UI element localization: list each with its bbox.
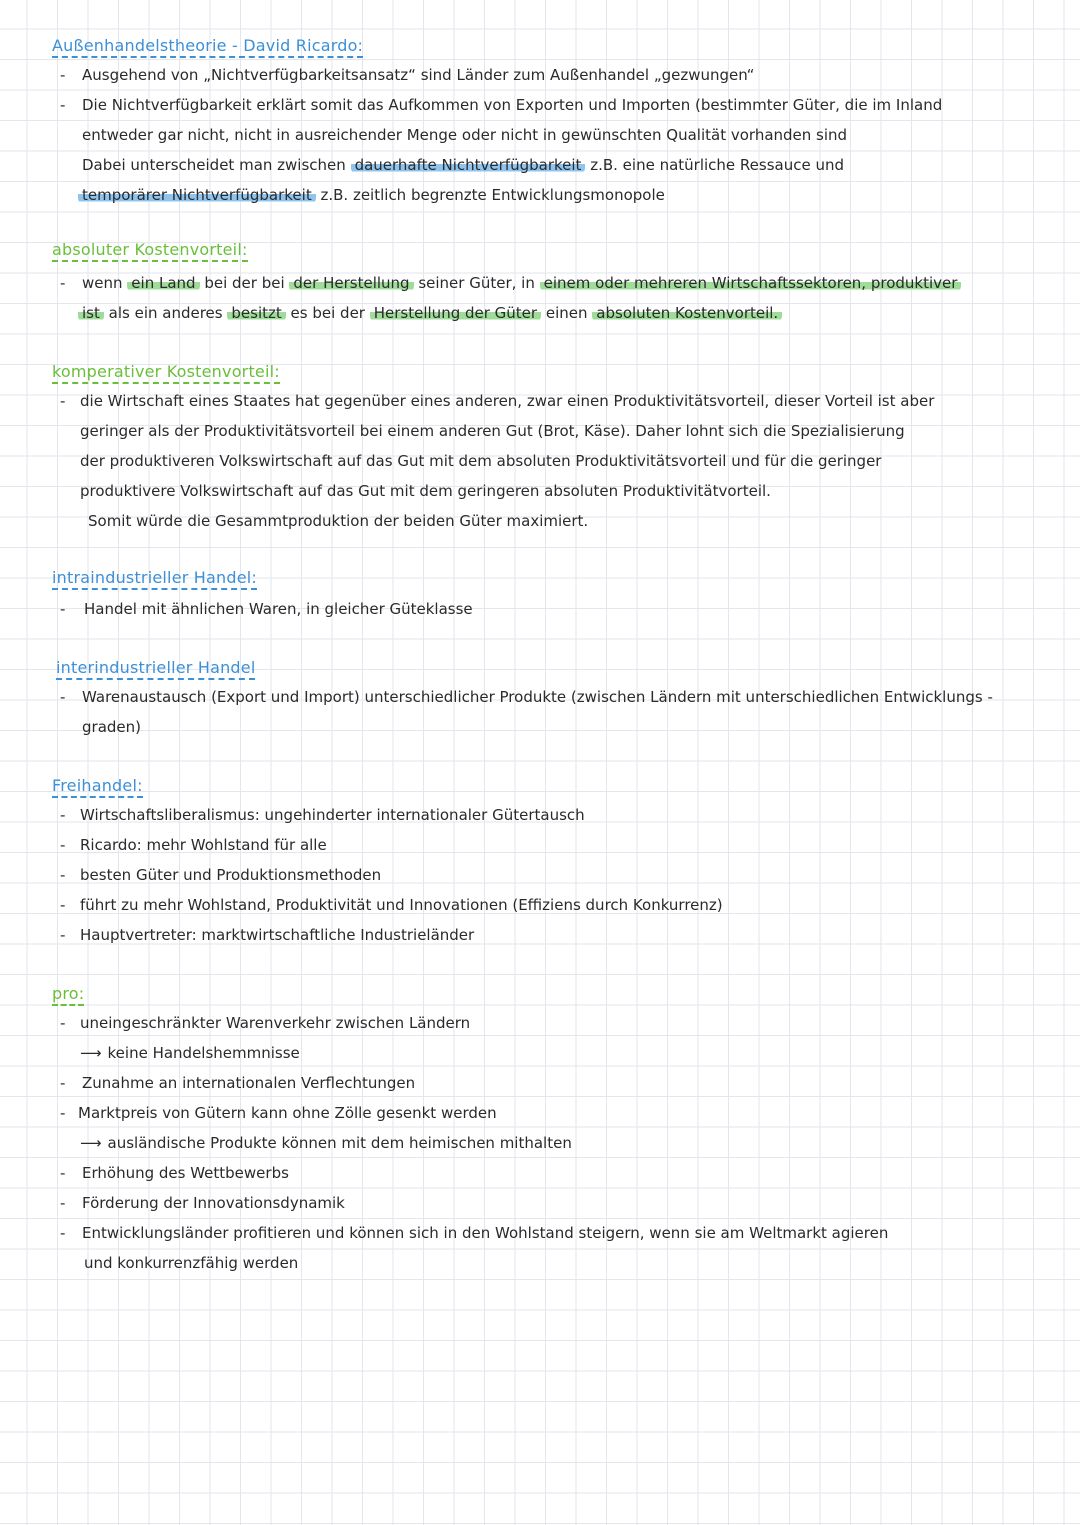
text-segment: ausländische Produkte können mit dem heimischen mithalten xyxy=(107,1134,572,1152)
heading-komparativer-kostenvorteil xyxy=(52,362,280,381)
text-segment: Dabei unterscheidet man zwischen xyxy=(82,156,346,174)
bullet-dash: - xyxy=(60,1104,66,1122)
heading-interindustrieller-handel xyxy=(56,658,255,677)
freihandel-line-1: Wirtschaftsliberalismus: ungehinderter internationaler Gütertausch xyxy=(80,806,585,824)
highlight-segment: der Herstellung xyxy=(289,274,413,292)
bullet-dash: - xyxy=(60,600,66,618)
freihandel-line-2: Ricardo: mehr Wohlstand für alle xyxy=(80,836,327,854)
text-segment: seiner Güter, in xyxy=(418,274,535,292)
intra-line-1: Handel mit ähnlichen Waren, in gleicher Güteklasse xyxy=(84,600,473,618)
text-segment: es bei der xyxy=(290,304,365,322)
bullet-dash: - xyxy=(60,806,66,824)
pro-line-6: Erhöhung des Wettbewerbs xyxy=(82,1164,289,1182)
heading-text: absoluter Kostenvorteil: xyxy=(52,240,248,262)
bullet-dash: - xyxy=(60,688,66,706)
bullet-dash: - xyxy=(60,274,66,292)
bullet-dash: - xyxy=(60,1164,66,1182)
komparativ-line-2: geringer als der Produktivitätsvorteil bei einem anderen Gut (Brot, Käse). Daher lohnt sich die Spezialisierung xyxy=(80,422,905,440)
heading-pro xyxy=(52,984,84,1003)
freihandel-line-5: Hauptvertreter: marktwirtschaftliche Industrieländer xyxy=(80,926,475,944)
heading-text: Freihandel: xyxy=(52,776,143,798)
heading-text: intraindustrieller Handel: xyxy=(52,568,257,590)
absolut-line-2 xyxy=(78,304,782,322)
heading-freihandel xyxy=(52,776,143,795)
bullet-dash: - xyxy=(60,866,66,884)
heading-intraindustrieller-handel xyxy=(52,568,257,587)
bullet-dash: - xyxy=(60,96,66,114)
heading-text: pro: xyxy=(52,984,84,1006)
highlight-temporaerer-nichtverfuegbarkeit: temporärer Nichtverfügbarkeit xyxy=(78,186,316,204)
bullet-dash: - xyxy=(60,1224,66,1242)
heading-text: komperativer Kostenvorteil: xyxy=(52,362,280,384)
text-segment: einen xyxy=(545,304,588,322)
heading-aussenhandelstheorie xyxy=(52,36,363,55)
bullet-dash: - xyxy=(60,896,66,914)
arrow-right-icon: ⟶ xyxy=(80,1044,102,1062)
freihandel-line-3: besten Güter und Produktionsmethoden xyxy=(80,866,382,884)
bullet-dash: - xyxy=(60,392,66,410)
aussenhandel-line-4 xyxy=(82,156,844,174)
bullet-dash: - xyxy=(60,926,66,944)
arrow-right-icon: ⟶ xyxy=(80,1134,102,1152)
text-segment: z.B. zeitlich begrenzte Entwicklungsmonopole xyxy=(320,186,665,204)
bullet-dash: - xyxy=(60,1014,66,1032)
freihandel-line-4: führt zu mehr Wohlstand, Produktivität und Innovationen (Effiziens durch Konkurrenz) xyxy=(80,896,723,914)
highlight-segment: ein Land xyxy=(127,274,199,292)
text-segment: als ein anderes xyxy=(108,304,223,322)
highlight-dauerhafte-nichtverfuegbarkeit: dauerhafte Nichtverfügbarkeit xyxy=(351,156,586,174)
pro-line-2 xyxy=(80,1044,300,1062)
inter-line-2: graden) xyxy=(82,718,141,736)
heading-absoluter-kostenvorteil xyxy=(52,240,248,259)
pro-line-4: Marktpreis von Gütern kann ohne Zölle gesenkt werden xyxy=(78,1104,497,1122)
aussenhandel-line-5 xyxy=(78,186,665,204)
heading-text: Außenhandelstheorie - David Ricardo: xyxy=(52,36,363,58)
highlight-segment: einem oder mehreren Wirtschaftssektoren, produktiver xyxy=(540,274,962,292)
pro-line-5 xyxy=(80,1134,572,1152)
pro-line-1: uneingeschränkter Warenverkehr zwischen Ländern xyxy=(80,1014,471,1032)
highlight-segment: absoluten Kostenvorteil. xyxy=(592,304,782,322)
inter-line-1: Warenaustausch (Export und Import) unterschiedlicher Produkte (zwischen Ländern mit unterschiedlichen Entwicklungs - xyxy=(82,688,993,706)
highlight-segment: Herstellung der Güter xyxy=(370,304,541,322)
heading-text: interindustrieller Handel xyxy=(56,658,255,680)
text-segment: z.B. eine natürliche Ressauce und xyxy=(590,156,845,174)
highlight-segment: besitzt xyxy=(227,304,285,322)
komparativ-line-4: produktivere Volkswirtschaft auf das Gut mit dem geringeren absoluten Produktivitätvorteil. xyxy=(80,482,771,500)
text-segment: wenn xyxy=(82,274,123,292)
komparativ-line-1: die Wirtschaft eines Staates hat gegenüber eines anderen, zwar einen Produktivitätsvorteil, dieser Vorteil ist aber xyxy=(80,392,935,410)
pro-line-7: Förderung der Innovationsdynamik xyxy=(82,1194,345,1212)
aussenhandel-line-3: entweder gar nicht, nicht in ausreichender Menge oder nicht in gewünschten Qualität vorhanden sind xyxy=(82,126,848,144)
highlight-segment: ist xyxy=(78,304,104,322)
aussenhandel-line-2: Die Nichtverfügbarkeit erklärt somit das Aufkommen von Exporten und Importen (bestimmter Güter, die im Inland xyxy=(82,96,943,114)
pro-line-3: Zunahme an internationalen Verflechtungen xyxy=(82,1074,416,1092)
text-segment: bei der bei xyxy=(204,274,285,292)
komparativ-line-5: Somit würde die Gesammtproduktion der beiden Güter maximiert. xyxy=(88,512,589,530)
aussenhandel-line-1: Ausgehend von „Nichtverfügbarkeitsansatz“ sind Länder zum Außenhandel „gezwungen“ xyxy=(82,66,755,84)
komparativ-line-3: der produktiveren Volkswirtschaft auf das Gut mit dem absoluten Produktivitätsvorteil und für die geringer xyxy=(80,452,882,470)
absolut-line-1 xyxy=(82,274,961,292)
bullet-dash: - xyxy=(60,1194,66,1212)
bullet-dash: - xyxy=(60,1074,66,1092)
pro-line-9: und konkurrenzfähig werden xyxy=(84,1254,299,1272)
text-segment: keine Handelshemmnisse xyxy=(107,1044,300,1062)
pro-line-8: Entwicklungsländer profitieren und können sich in den Wohlstand steigern, wenn sie am Weltmarkt agieren xyxy=(82,1224,889,1242)
bullet-dash: - xyxy=(60,836,66,854)
bullet-dash: - xyxy=(60,66,66,84)
